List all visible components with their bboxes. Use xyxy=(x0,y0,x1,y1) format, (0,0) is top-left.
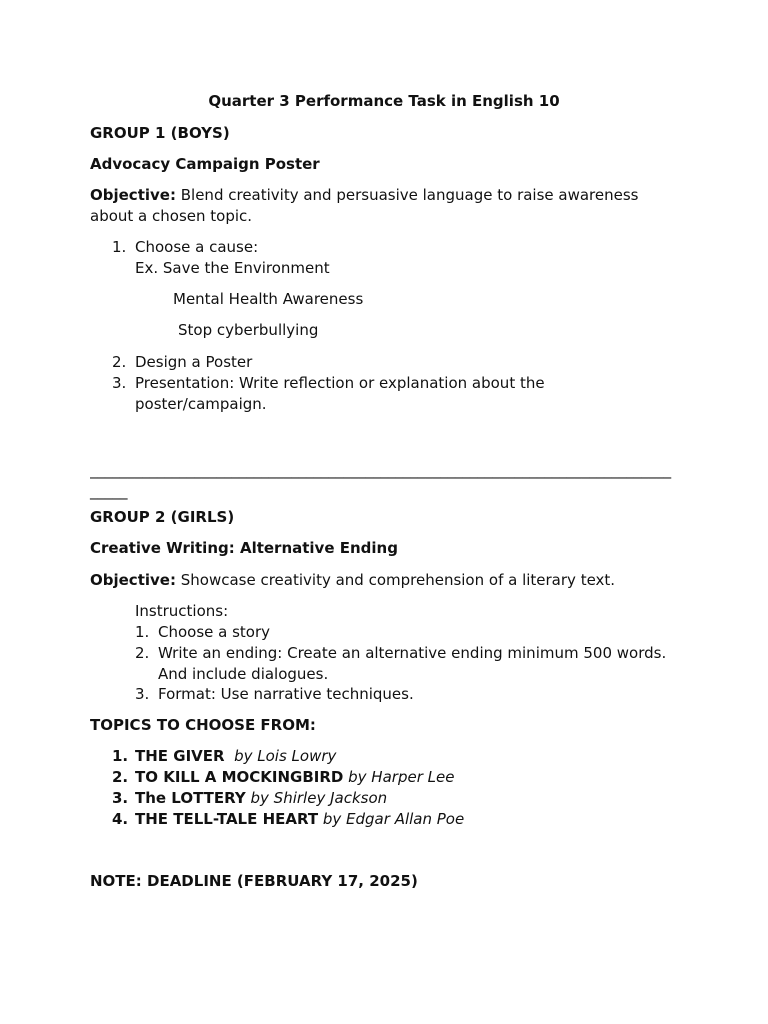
separator-line: ______________________________________________________________________________ xyxy=(90,461,672,479)
topic-number: 2. xyxy=(112,768,129,786)
example-cause: Ex. Save the Environment xyxy=(135,259,330,277)
group1-subheading: Advocacy Campaign Poster xyxy=(90,155,320,173)
document-title: Quarter 3 Performance Task in English 10 xyxy=(208,92,560,110)
list-item-text: Presentation: Write reflection or explanation about the xyxy=(135,374,545,392)
topic-item xyxy=(135,767,454,788)
list-item-text-cont: And include dialogues. xyxy=(158,665,329,683)
list-item-text-cont: poster/campaign. xyxy=(135,395,267,413)
topic-item xyxy=(135,809,464,830)
separator-line-cont: _____ xyxy=(90,482,128,500)
example-cause: Mental Health Awareness xyxy=(173,290,364,308)
list-item-text: Design a Poster xyxy=(135,353,253,371)
topic-author: by Lois Lowry xyxy=(234,747,337,765)
objective-text: Blend creativity and persuasive language to raise awareness xyxy=(180,186,639,204)
list-item-text: Write an ending: Create an alternative ending minimum 500 words. xyxy=(158,644,667,662)
topics-heading: TOPICS TO CHOOSE FROM: xyxy=(90,716,316,734)
group1-heading: GROUP 1 (BOYS) xyxy=(90,124,230,142)
list-item-number: 2. xyxy=(135,644,150,662)
group2-objective xyxy=(90,570,615,591)
deadline-note: NOTE: DEADLINE (FEBRUARY 17, 2025) xyxy=(90,872,418,890)
group1-objective xyxy=(90,185,638,206)
objective-label: Objective: xyxy=(90,571,176,589)
list-item-number: 1. xyxy=(112,238,127,256)
objective-label: Objective: xyxy=(90,186,176,204)
instructions-label: Instructions: xyxy=(135,602,229,620)
list-item-number: 2. xyxy=(112,353,127,371)
topic-title: The LOTTERY xyxy=(135,789,246,807)
topic-title: THE TELL-TALE HEART xyxy=(135,810,319,828)
topic-item xyxy=(135,788,387,809)
topic-title: THE GIVER xyxy=(135,747,225,765)
list-item-text: Format: Use narrative techniques. xyxy=(158,685,414,703)
objective-text: Showcase creativity and comprehension of a literary text. xyxy=(180,571,616,589)
group2-heading: GROUP 2 (GIRLS) xyxy=(90,508,235,526)
topic-author: by Shirley Jackson xyxy=(250,789,388,807)
group2-subheading: Creative Writing: Alternative Ending xyxy=(90,539,398,557)
topic-author: by Harper Lee xyxy=(348,768,455,786)
list-item-number: 3. xyxy=(135,685,150,703)
list-item-number: 1. xyxy=(135,623,150,641)
list-item-text: Choose a story xyxy=(158,623,271,641)
topic-item xyxy=(135,746,336,767)
list-item-text: Choose a cause: xyxy=(135,238,259,256)
topic-number: 4. xyxy=(112,810,129,828)
example-cause: Stop cyberbullying xyxy=(178,321,319,339)
topic-title: TO KILL A MOCKINGBIRD xyxy=(135,768,344,786)
topic-number: 1. xyxy=(112,747,129,765)
topic-number: 3. xyxy=(112,789,129,807)
list-item-number: 3. xyxy=(112,374,127,392)
group1-objective-cont: about a chosen topic. xyxy=(90,207,253,225)
topic-author: by Edgar Allan Poe xyxy=(322,810,465,828)
